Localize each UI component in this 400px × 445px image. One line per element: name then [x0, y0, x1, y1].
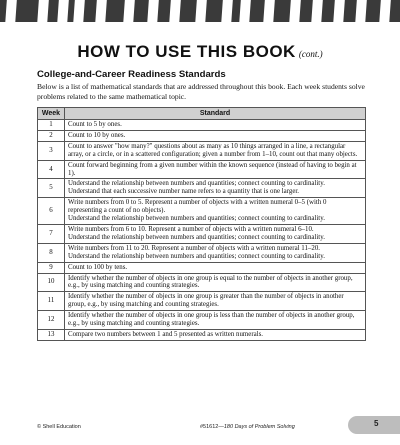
week-cell: 5	[38, 179, 65, 198]
standard-cell	[65, 179, 366, 198]
standard-text: Count forward beginning from a given number within the known sequence (instead of having to begin at 1).	[68, 161, 357, 177]
week-cell: 7	[38, 224, 65, 243]
standard-text: Count to 100 by tens.	[68, 263, 128, 271]
week-cell: 4	[38, 160, 65, 179]
week-cell: 11	[38, 292, 65, 311]
table-row	[38, 198, 366, 225]
table-row	[38, 311, 366, 330]
page-footer	[0, 417, 400, 445]
table-row	[38, 262, 366, 273]
table-row	[38, 224, 366, 243]
table-row	[38, 273, 366, 292]
week-cell: 8	[38, 243, 65, 262]
standard-text: Understand the relationship between numbers and quantities; connect counting to cardinality.	[68, 252, 325, 260]
standard-text: Understand that each successive number name refers to a quantity that is one larger.	[68, 188, 300, 196]
standard-cell	[65, 329, 366, 340]
week-cell: 12	[38, 311, 65, 330]
page-title-text: HOW TO USE THIS BOOK	[77, 42, 296, 61]
standard-cell	[65, 130, 366, 141]
week-cell: 9	[38, 262, 65, 273]
standard-cell	[65, 141, 366, 160]
table-row	[38, 130, 366, 141]
standard-text: Write numbers from 0 to 5. Represent a number of objects with a written numeral 0–5 (with 0 representing a count of no objects).	[68, 199, 327, 215]
book-credit	[200, 424, 295, 430]
page-number-tab	[348, 416, 400, 434]
week-column-header: Week	[38, 108, 65, 120]
table-row	[38, 292, 366, 311]
standard-cell	[65, 262, 366, 273]
standard-text: Count to 10 by ones.	[68, 131, 126, 139]
standard-column-header: Standard	[65, 108, 366, 120]
standard-text: Count to 5 by ones.	[68, 121, 122, 128]
standard-cell	[65, 292, 366, 311]
standard-cell	[65, 273, 366, 292]
table-header-row	[38, 108, 366, 120]
week-cell: 10	[38, 273, 65, 292]
week-cell: 1	[38, 120, 65, 131]
standard-cell	[65, 198, 366, 225]
standard-text: Identify whether the number of objects in one group is less than the number of objects in another group, e.g., by using matching and counting strategies.	[68, 312, 355, 328]
product-code: #51612	[200, 424, 219, 430]
week-cell: 2	[38, 130, 65, 141]
standard-cell	[65, 160, 366, 179]
standard-text: Write numbers from 6 to 10. Represent a number of objects with a written numeral 6–10.	[68, 225, 314, 233]
table-row	[38, 120, 366, 131]
week-cell: 6	[38, 198, 65, 225]
standard-text: Compare two numbers between 1 and 5 presented as written numerals.	[68, 330, 263, 338]
table-row	[38, 243, 366, 262]
header-banner	[0, 0, 400, 22]
standard-cell	[65, 120, 366, 131]
standard-text: Identify whether the number of objects in one group is equal to the number of objects in another group, e.g., by using matching and counting strategies.	[68, 274, 353, 290]
week-cell: 3	[38, 141, 65, 160]
standard-text: Understand the relationship between numbers and quantities; connect counting to cardinality.	[68, 233, 325, 241]
table-row	[38, 141, 366, 160]
standard-cell	[65, 224, 366, 243]
standard-text: Understand the relationship between numbers and quantities; connect counting to cardinality.	[68, 180, 325, 188]
page-title	[0, 42, 400, 62]
intro-paragraph: Below is a list of mathematical standards that are addressed throughout this book. Each week students solve problems related to the same mathematical topic.	[37, 82, 365, 101]
standards-table-body	[38, 120, 366, 341]
standard-text: Understand the relationship between numbers and quantities; connect counting to cardinality.	[68, 215, 325, 223]
standards-table	[37, 107, 366, 341]
table-row	[38, 160, 366, 179]
product-title: —180 Days of Problem Solving	[218, 424, 295, 430]
standard-text: Count to answer "how many?" questions about as many as 10 things arranged in a line, a rectangular array, or a circle, or in a scattered configuration; given a number from 1–10, count out that many objects.	[68, 142, 358, 158]
standard-text: Write numbers from 11 to 20. Represent a number of objects with a written numeral 11–20.	[68, 244, 320, 252]
page-number: 5	[374, 419, 379, 428]
table-row	[38, 329, 366, 340]
page-title-suffix: (cont.)	[298, 49, 323, 59]
copyright-text: © Shell Education	[37, 424, 81, 430]
week-cell: 13	[38, 329, 65, 340]
standard-cell	[65, 243, 366, 262]
section-heading: College-and-Career Readiness Standards	[37, 69, 226, 80]
standard-text: Identify whether the number of objects in one group is greater than the number of objects in another group, e.g., by using matching and counting strategies.	[68, 293, 344, 309]
table-row	[38, 179, 366, 198]
standard-cell	[65, 311, 366, 330]
